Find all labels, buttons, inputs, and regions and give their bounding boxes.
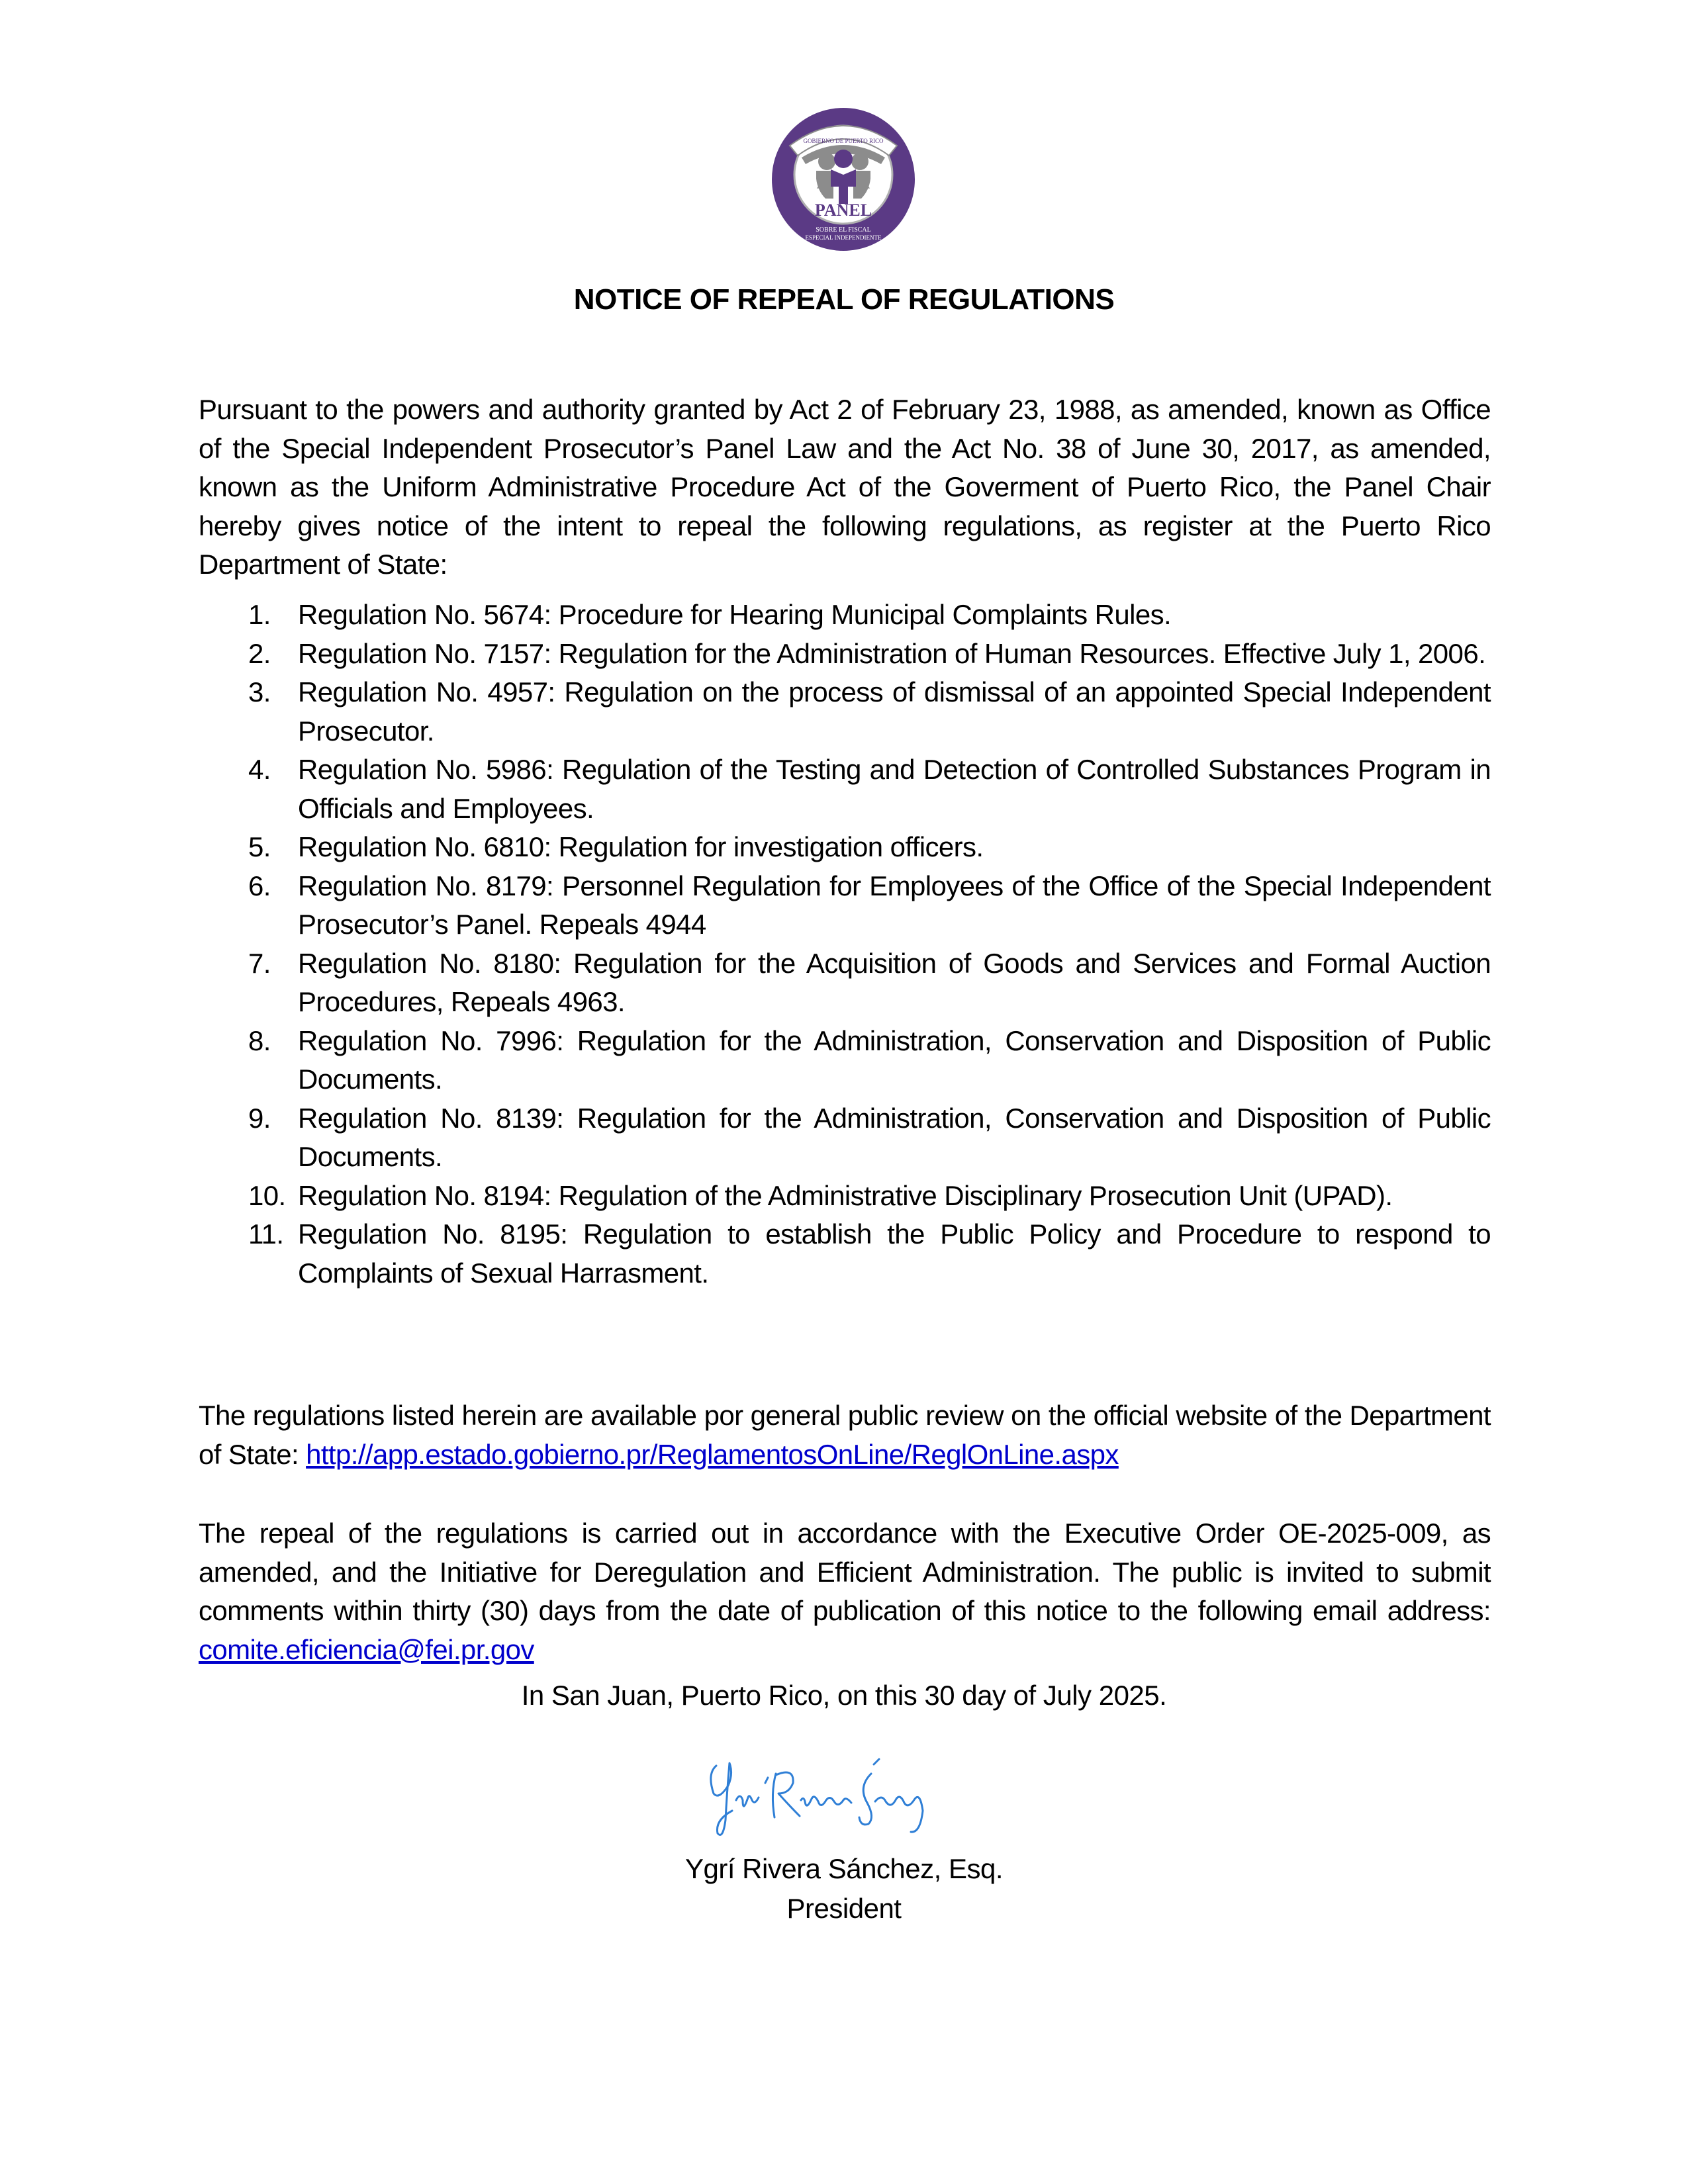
regulation-number: 5. [248,831,271,862]
regulation-text: Regulation No. 8195: Regulation to establish the Public Policy and Procedure to respond to Complaints of Sexual Harrasment. [298,1218,1491,1289]
regulation-item [199,1022,1491,1099]
regulation-text: Regulation No. 5674: Procedure for Hearing Municipal Complaints Rules. [298,599,1172,630]
seal-figure-left-head [818,153,835,170]
regulation-item [199,867,1491,944]
regulation-number: 1. [248,599,271,630]
intro-paragraph: Pursuant to the powers and authority granted by Act 2 of February 23, 1988, as amended, known as Office of the Special Independent Prosecutor’s Panel Law and the Act No. 38 of June 30, 2017, as amended, known as the Uniform Administrative Procedure Act of the Goverment of Puerto Rico, the Panel Chair hereby gives notice of the intent to repeal the following regulations, as register at the Puerto Rico Department of State: [199,394,1491,580]
document-title: NOTICE OF REPEAL OF REGULATIONS [573,283,1115,316]
regulation-text: Regulation No. 6810: Regulation for investigation officers. [298,831,984,862]
regulation-item [199,596,1491,635]
regulation-number: 8. [248,1024,271,1056]
panel-seal-logo [770,106,917,253]
regulation-item [199,828,1491,867]
seal-top-text: GOBIERNO DE PUERTO RICO [803,138,884,144]
regulation-number: 2. [248,637,271,669]
regulation-number: 7. [248,947,271,979]
regulation-text: Regulation No. 7996: Regulation for the Administration, Conservation and Disposition of Public Documents. [298,1024,1491,1095]
regulation-number: 11. [248,1218,284,1250]
regulation-item [199,944,1491,1022]
regulation-number: 6. [248,870,271,901]
seal-figure-right-head [851,153,868,170]
regulation-number: 3. [248,676,271,707]
regulation-text: Regulation No. 8179: Personnel Regulation for Employees of the Office of the Special Independent Prosecutor’s Panel. Repeals 4944 [298,870,1491,940]
regulation-item [199,1177,1491,1216]
seal-center-text: PANEL [814,201,872,220]
regulation-item [199,751,1491,828]
repeal-text: The repeal of the regulations is carried out in accordance with the Executive Order OE-2025-009, as amended, and the Initiative for Deregulation and Efficient Administration. The public is invited to submit comments within thirty (30) days from the date of publication of this notice to the following email address: [199,1518,1491,1626]
signer-title: President [786,1893,902,1924]
email-link[interactable]: comite.eficiencia@fei.pr.gov [199,1633,534,1665]
regulation-text: Regulation No. 5986: Regulation of the Testing and Detection of Controlled Substances Program in Officials and Employees. [298,754,1491,824]
availability-paragraph [199,1396,1491,1474]
regulation-text: Regulation No. 4957: Regulation on the process of dismissal of an appointed Special Independent Prosecutor. [298,676,1491,747]
regulation-item [199,673,1491,751]
regulation-text: Regulation No. 8139: Regulation for the Administration, Conservation and Disposition of Public Documents. [298,1102,1491,1172]
seal-figure-center-head [834,150,853,168]
regulation-text: Regulation No. 7157: Regulation for the Administration of Human Resources. Effective July 1, 2006. [298,637,1486,669]
regulations-list [199,596,1491,1293]
regulation-item [199,635,1491,674]
signer-name: Ygrí Rivera Sánchez, Esq. [684,1853,1004,1884]
regulation-item [199,1215,1491,1293]
regulation-text: Regulation No. 8180: Regulation for the Acquisition of Goods and Services and Formal Auction Procedures, Repeals 4963. [298,947,1491,1017]
website-link[interactable]: http://app.estado.gobierno.pr/ReglamentosOnLine/ReglOnLine.aspx [306,1438,1119,1470]
regulation-number: 10. [248,1179,286,1211]
regulation-number: 4. [248,754,271,785]
availability-text: The regulations listed herein are available por general public review on the official website of the Department of State: [199,1400,1491,1470]
repeal-paragraph [199,1514,1491,1669]
seal-bottom-text-1: SOBRE EL FISCAL [816,226,871,234]
regulation-text: Regulation No. 8194: Regulation of the Administrative Disciplinary Prosecution Unit (UPAD). [298,1179,1393,1211]
regulation-item [199,1099,1491,1177]
date-line: In San Juan, Puerto Rico, on this 30 day of July 2025. [521,1680,1167,1711]
signature-image [702,1754,980,1846]
seal-bottom-text-2: ESPECIAL INDEPENDIENTE [805,234,882,241]
regulation-number: 9. [248,1102,271,1134]
